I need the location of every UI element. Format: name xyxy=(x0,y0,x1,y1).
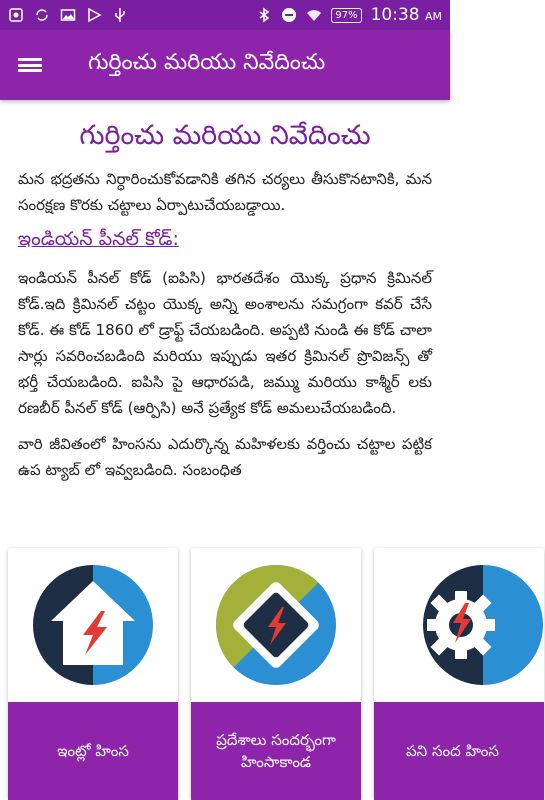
card-label: పని సంద హింస xyxy=(374,702,544,800)
bluetooth-icon xyxy=(256,7,272,23)
card-workplace-violence[interactable] xyxy=(374,548,544,800)
do-not-disturb-icon xyxy=(281,7,297,23)
notification-icons xyxy=(8,7,128,23)
app-bar xyxy=(0,30,450,100)
section-heading-ipc: ఇండియన్ పీనల్ కోడ్: xyxy=(18,228,179,250)
laws-paragraph: వారి జీవితంలో హింసను ఎదుర్కొన్న మహిళలకు వర్తించు చట్టాల పట్టిక ఉప ట్యాబ్ లో ఇవ్వబడింది. సంబంధిత xyxy=(18,435,432,479)
card-label: ప్రదేశాలు సందర్భంగా హింసాకాండ xyxy=(191,702,361,800)
places-violence-diamond-icon xyxy=(214,563,338,687)
play-store-icon xyxy=(86,7,102,23)
content-scroll-area[interactable] xyxy=(0,100,450,525)
app-notification-icon xyxy=(8,7,24,23)
workplace-violence-gear-icon xyxy=(421,563,545,687)
battery-indicator: 97% xyxy=(331,8,361,23)
card-domestic-violence[interactable] xyxy=(8,548,178,800)
intro-paragraph: మన భద్రతను నిర్ధారించుకోవడానికి తగిన చర్యలు తీసుకొనటానికి, మన సంరక్షణ కొరకు చట్టాలు ఏర్పాటుచేయబడ్డాయి. xyxy=(18,170,432,214)
wifi-icon xyxy=(306,7,322,23)
clock xyxy=(371,5,442,25)
page-title: గుర్తించు మరియు నివేదించు xyxy=(79,120,371,151)
clock-ampm: AM xyxy=(424,10,442,23)
hamburger-menu-icon[interactable] xyxy=(0,30,60,100)
usb-icon xyxy=(112,7,128,23)
image-icon xyxy=(60,7,76,23)
system-status xyxy=(256,5,442,25)
app-bar-title: గుర్తించు మరియు నివేదించు xyxy=(88,50,326,75)
category-cards xyxy=(0,548,499,800)
card-public-places-violence[interactable] xyxy=(191,548,361,800)
domestic-violence-house-icon xyxy=(31,563,155,687)
status-bar xyxy=(0,0,450,30)
card-label: ఇంట్లో హింస xyxy=(8,702,178,800)
ipc-paragraph: ఇండియన్ పీనల్ కోడ్ (ఐపిసి) భారతదేశం యొక్క ప్రధాన క్రిమినల్ కోడ్.ఇది క్రిమినల్ చట్టం యొక్క అన్ని అంశాలను సమగ్రంగా కవర్ చేసే కోడ్. ఈ కోడ్ 1860 లో డ్రాఫ్ట్ చేయబడింది. అప్పటి నుండి ఈ కోడ్ చాలా సార్లు సవరించబడింది మరియు ఇప్పుడు ఇతర క్రిమినల్ ప్రొవిజన్స్ తో భర్తీ చేయబడింది. ఐపిసి పై ఆధారపడి, జమ్ము మరియు కాశ్మీర్ లకు రణబీర్ పీనల్ కోడ్ (ఆర్పిసి) అనే ప్రత్యేక కోడ్ అమలుచేయబడింది. xyxy=(18,269,432,417)
clock-time: 10:38 xyxy=(370,5,420,25)
sync-icon xyxy=(34,7,50,23)
